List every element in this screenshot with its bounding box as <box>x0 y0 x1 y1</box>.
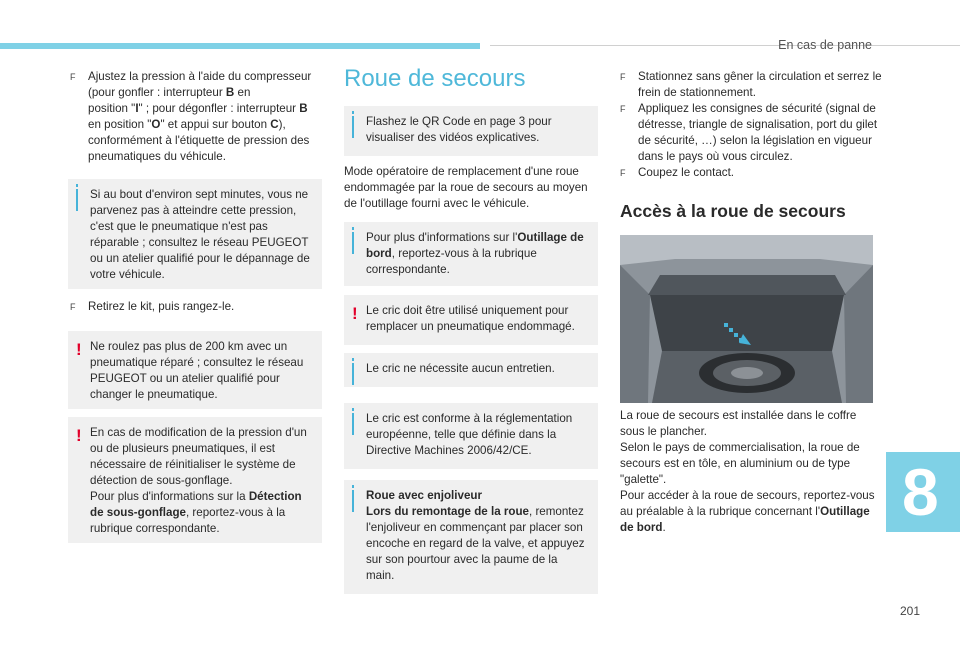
bullet-text: Ajustez la pression à l'aide du compresseur (pour gonfler : interrupteur B en position "I" ; pour dégonfler : interrupteur B en position "O" et appui sur bouton C), conformément à l'étiquette de pression des pneumatiques du véhicule. <box>88 70 312 163</box>
chapter-tab: 8 <box>886 452 960 532</box>
header-rule <box>490 45 960 46</box>
info-box-entretien: Le cric ne nécessite aucun entretien. <box>344 353 598 387</box>
warning-icon: ! <box>76 340 82 359</box>
info-icon <box>352 490 360 512</box>
info-box-reglementation: Le cric est conforme à la réglementation européenne, telle que définie dans la Directive Machines 2006/42/CE. <box>344 403 598 469</box>
section-title: En cas de panne <box>778 38 872 52</box>
warning-icon: ! <box>352 304 358 323</box>
bullet-mark: F <box>70 72 76 82</box>
info-icon <box>352 232 360 254</box>
list-item: F Coupez le contact. <box>620 166 735 179</box>
intro-paragraph: Mode opératoire de remplacement d'une roue endommagée par la roue de secours au moyen de l'outillage fourni avec le véhicule. <box>344 165 588 210</box>
info-icon <box>352 413 360 435</box>
heading-roue-de-secours: Roue de secours <box>344 65 526 92</box>
info-box-enjoliveur: Roue avec enjoliveur Lors du remontage de la roue, remontez l'enjoliveur en commençant par placer son encoche en regard de la valve, et appuyez sur son pourtour avec la paume de la main. <box>344 480 598 594</box>
bullet-retirez: F Retirez le kit, puis rangez-le. <box>70 300 235 313</box>
info-text: Si au bout d'environ sept minutes, vous ne parvenez pas à atteindre cette pression, c'est que le pneumatique n'est pas réparable ; consultez le réseau PEUGEOT ou un atelier qualifié pour le dépannage de votre véhicule. <box>90 188 310 281</box>
warning-icon: ! <box>76 426 82 445</box>
list-item: F Stationnez sans gêner la circulation et serrez le frein de stationnement. <box>620 70 882 99</box>
info-box-outillage: Pour plus d'informations sur l'Outillage de bord, reportez-vous à la rubrique correspondante. <box>344 222 598 286</box>
heading-acces-roue: Accès à la roue de secours <box>620 201 846 221</box>
trunk-spare-wheel-illustration <box>620 235 873 403</box>
warning-text: Ne roulez pas plus de 200 km avec un pneumatique réparé ; consultez le réseau PEUGEOT ou un atelier qualifié pour changer le pneumatique. <box>90 340 304 401</box>
info-icon <box>76 189 84 211</box>
info-icon <box>352 116 360 138</box>
info-box-qr: Flashez le QR Code en page 3 pour visualiser des vidéos explicatives. <box>344 106 598 156</box>
header-accent-bar <box>0 43 480 49</box>
warning-box-sous-gonflage <box>68 417 322 543</box>
page-number: 201 <box>900 604 921 618</box>
trunk-photo <box>620 235 873 403</box>
bullet-ajustez <box>70 69 332 165</box>
warning-box-cric: ! Le cric doit être utilisé uniquement pour remplacer un pneumatique endommagé. <box>344 295 598 345</box>
info-icon <box>352 363 360 385</box>
bullet-list-securite <box>620 69 882 181</box>
warning-box-km <box>68 331 322 409</box>
right-body-text: La roue de secours est installée dans le coffre sous le plancher. Selon le pays de commercialisation, la roue de secours est en tôle, en aluminium ou de type "galette". Pour accéder à la roue de secours, reportez-vous au préalable à la rubrique concernant l'Outillage de bord. <box>620 409 875 534</box>
warning-text: En cas de modification de la pression d'un ou de plusieurs pneumatiques, il est nécessaire de réinitialiser le système de détection de sous-gonflage. Pour plus d'informations sur la Détection de sous-gonflage, reportez-vous à la rubrique correspondante. <box>90 426 307 535</box>
list-item: F Appliquez les consignes de sécurité (signal de détresse, triangle de signalisation, port du gilet de sécurité, …) selon la législation en vigueur dans le pays où vous circulez. <box>620 102 878 163</box>
info-box-pression <box>68 179 322 289</box>
